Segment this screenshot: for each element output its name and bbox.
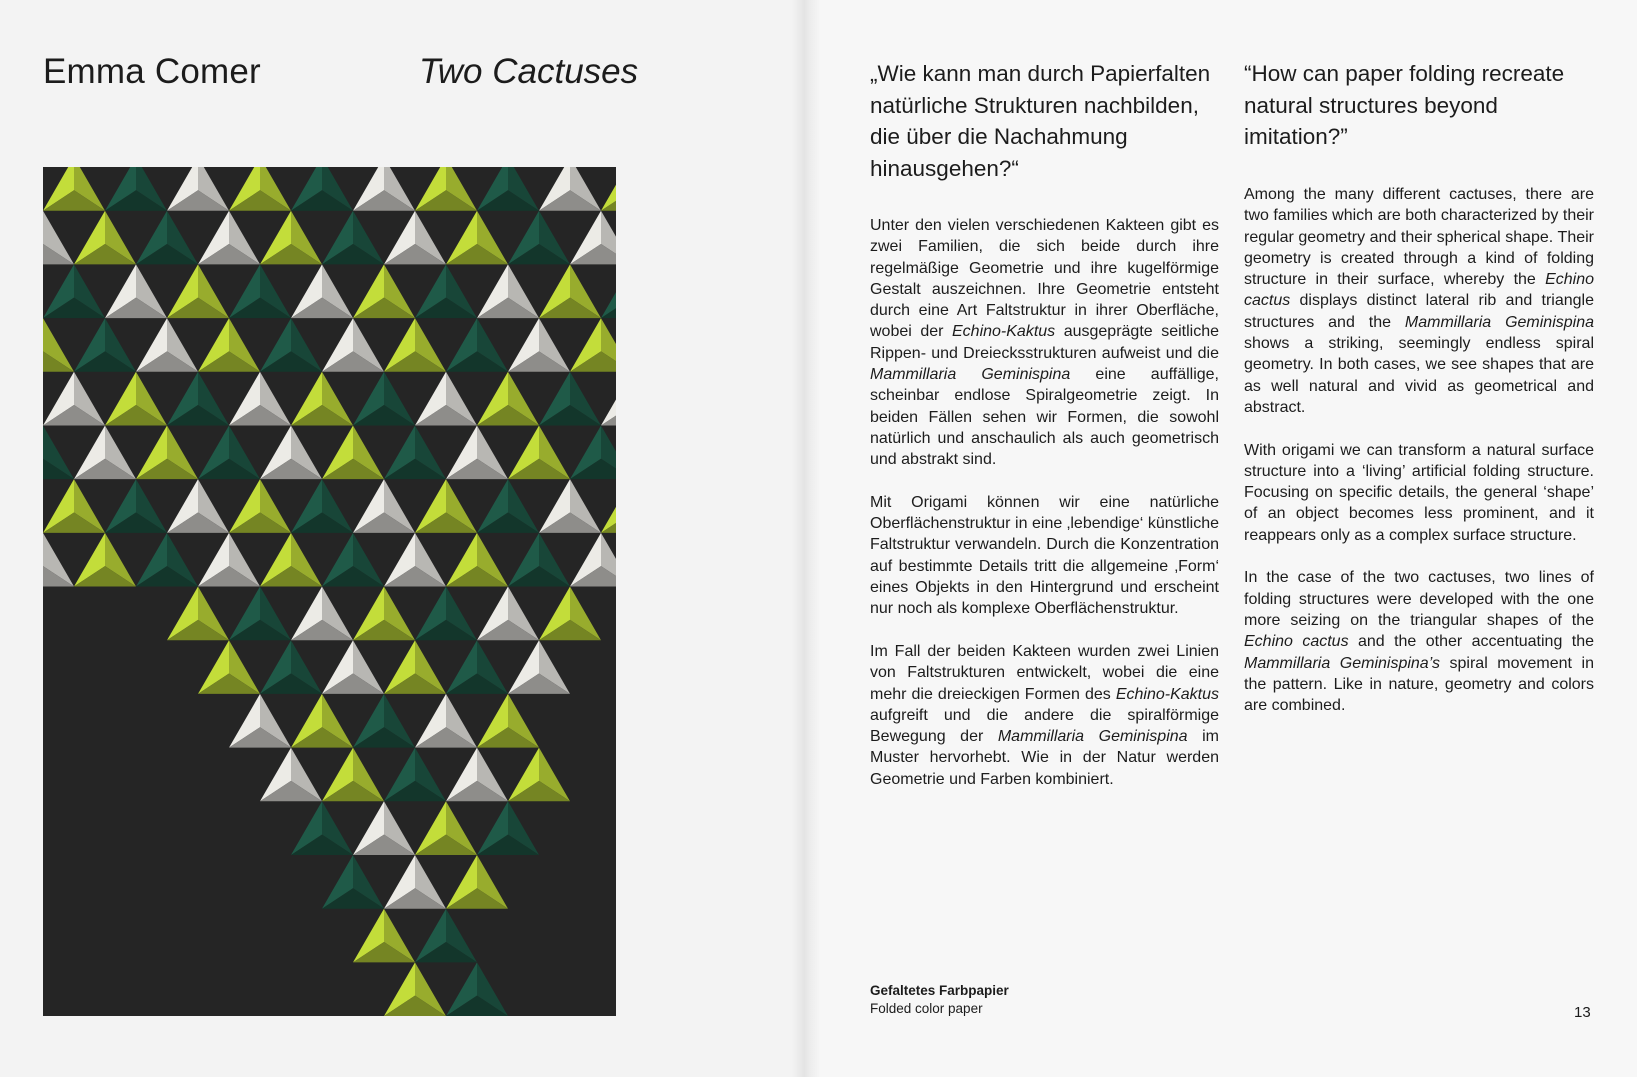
english-paragraph-2: With origami we can transform a natural surface structure into a ‘living’ artificial folding structure. Focusing on specific details, the general ‘shape’ of an object becomes less prominent, and it reappears only as a complex surface structure. (1244, 441, 1594, 544)
book-gutter (792, 0, 820, 1077)
english-paragraph-1: Among the many different cactuses, there are two families which are both characterized by their regular geometry and their spherical shape. Their geometry is created through a kind of folding structure in their surface, whereby the Echino cactus displays distinct lateral rib and triangle structures and the Mammillaria Geminispina shows a striking, seemingly endless spiral geometry. In both cases, we see shapes that are as well natural and vivid as geometrical and abstract. (1244, 186, 1594, 416)
left-page (0, 0, 808, 1077)
caption-english: Folded color paper (870, 1001, 983, 1016)
pull-quote-german: „Wie kann man durch Papierfalten natürliche Strukturen nachbilden, die über die Nachahmung hinausgehen?“ (870, 61, 1211, 181)
page-number: 13 (1574, 1004, 1591, 1021)
english-paragraph-3: In the case of the two cactuses, two lines of folding structures were developed with the one more seizing on the triangular shapes of the Echino cactus and the other accentuating the Mammillaria Geminispina’s spiral movement in the pattern. Like in nature, geometry and colors are combined. (1244, 569, 1595, 715)
work-title: Two Cactuses (419, 52, 639, 91)
german-paragraph-2: Mit Origami können wir eine natürliche Oberflächenstruktur in eine ‚lebendige‘ künstliche Faltstruktur verwandeln. Durch die Konzentration auf bestimmte Details tritt die allgemeine ‚Form‘ eines Objekts in den Hintergrund und erscheint nur noch als komplexe Oberflächenstruktur. (870, 493, 1219, 618)
origami-tessellation-image (43, 167, 616, 1016)
author-name: Emma Comer (43, 52, 261, 91)
pull-quote-english: “How can paper folding recreate natural structures beyond imitation?” (1244, 61, 1565, 149)
origami-photo (43, 167, 616, 1016)
german-paragraph-1: Unter den vielen verschiedenen Kakteen gibt es zwei Familien, die sich beide durch ihre regelmäßige Geometrie und ihre kugelförmige Gestalt auszeichnen. Ihre Geometrie entsteht durch eine Art Faltstruktur in ihrer Oberfläche, wobei der Echino-Kaktus ausgeprägte seitliche Rippen- und Dreiecksstrukturen aufweist und die Mammillaria Geminispina eine auffällige, scheinbar endlose Spiralgeometrie zeigt. In beiden Fällen sehen wir Formen, die sowohl natürlich und anschaulich als auch geometrisch und abstrakt sind. (870, 217, 1220, 469)
english-body-text (1244, 184, 1594, 738)
image-caption (870, 982, 1009, 1018)
german-paragraph-3: Im Fall der beiden Kakteen wurden zwei Linien von Faltstrukturen entwickelt, wobei die eine mehr die dreieckigen Formen des Echino-Kaktus aufgreift und die andere die spiralförmige Bewegung der Mammillaria Geminispina im Muster hervorhebt. Wie in der Natur werden Geometrie und Farben kombiniert. (870, 642, 1219, 788)
german-body-text (870, 215, 1219, 811)
caption-german: Gefaltetes Farbpapier (870, 983, 1009, 998)
